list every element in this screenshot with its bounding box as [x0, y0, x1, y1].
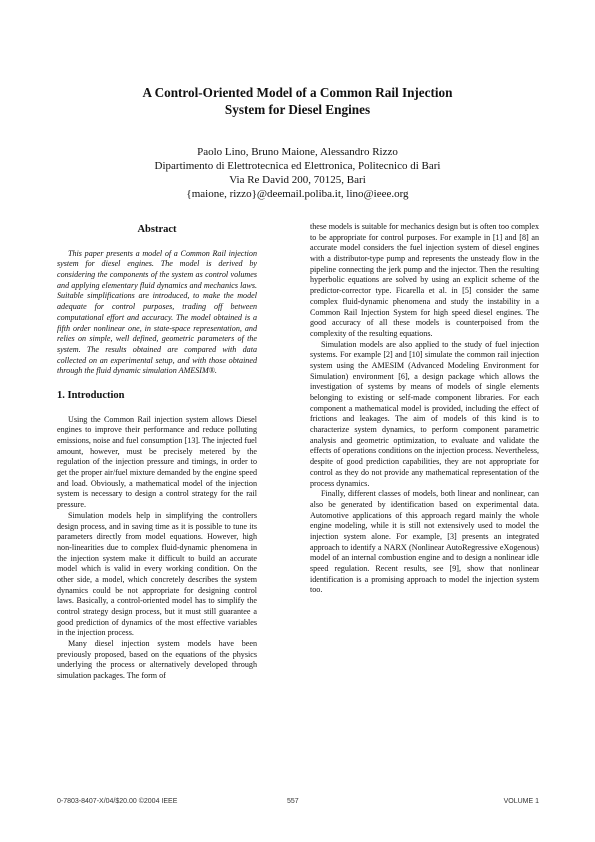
- intro-paragraph-3: Many diesel injection system models have been previously proposed, based on the equations of the physics underlying the process or alternatively developed through simulation packages. The form of: [57, 639, 257, 681]
- paper-title: [0, 84, 595, 118]
- emails: {maione, rizzo}@deemail.poliba.it, lino@ieee.org: [186, 188, 409, 200]
- footer-volume: VOLUME 1: [503, 798, 539, 805]
- right-column: [310, 222, 539, 596]
- address: Via Re David 200, 70125, Bari: [229, 174, 366, 186]
- intro-paragraph-1: Using the Common Rail injection system allows Diesel engines to improve their performance and reduce polluting emissions, noise and fuel consumption [13]. The injected fuel amount, however, must be precisely metered by the regulation of the injection pressure and timings, in order to get the proper air/fuel mixture demanded by the engine speed and load. Obviously, a mathematical model of the injection system is necessary to design a control strategy for the rail pressure.: [57, 414, 257, 510]
- abstract-heading: Abstract: [137, 224, 177, 235]
- section-heading-introduction: 1. Introduction: [57, 389, 125, 401]
- intro-paragraph-5: Finally, different classes of models, both linear and nonlinear, can also be generated by identification based on experimental data. Automotive applications of this approach regard mainly the whole engine modeling, while it is still not extensively used to model the injection system alone. For example, [3] presents an integrated approach to identify a NARX (Nonlinear AutoRegressive eXogenous) model of an internal combustion engine and to design a nonlinear idle speed regulation. Recent results, see [9], show that nonlinear identification is a promising approach to model the injection system too.: [310, 489, 539, 595]
- page-number: 557: [287, 798, 299, 805]
- abstract: [57, 249, 257, 377]
- author-names: Paolo Lino, Bruno Maione, Alessandro Rizzo: [197, 146, 398, 158]
- footer-copyright: 0-7803-8407-X/04/$20.00 ©2004 IEEE: [57, 798, 178, 805]
- author-block: [0, 145, 595, 201]
- title-line-2: System for Diesel Engines: [224, 102, 371, 117]
- left-column: [57, 222, 257, 682]
- intro-paragraph-2: Simulation models help in simplifying the controllers design process, and in saving time as it is possible to tune its parameters directly from model equations. However, high non-linearities due to complex fluid-dynamic phenomena in the injection system make it difficult to build an accurate model which is valid in every working condition. On the other side, a model, which concretely describes the system dynamics could be not appropriate for designing control laws. Basically, a control-oriented model has to simplify the control strategy design process, but it must still guarantee a good prediction of dynamics of the most effective variables in the injection process.: [57, 510, 257, 638]
- intro-paragraph-3-continued: these models is suitable for mechanics design but is often too complex to be appropriate for control purposes. For example in [1] and [8] an accurate model considers the fuel injection system of diesel engines with a distributor-type pump and represents the unsteady flow in the pipeline connecting the jerk pump and the injector. Then the resulting hyperbolic equations are solved by using an explicit scheme of the predictor-corrector type. Ficarella et al. in [5] consider the same complex fluid-dynamic phenomena and study the instability in a Common Rail Injection System for high speed diesel engines. The good accuracy of all these models is counterpoised from the complexity of the resulting equations.: [310, 222, 539, 338]
- affiliation: Dipartimento di Elettrotecnica ed Elettronica, Politecnico di Bari: [154, 160, 441, 172]
- intro-paragraph-4: Simulation models are also applied to the study of fuel injection systems. For example [2] and [10] simulate the common rail injection system using the AMESIM (Advanced Modeling Environment for Simulation) environment [6], a design package which allows the investigation of systems by means of models of single elements belonging to existing or self-made component libraries. For each component a mathematical model is provided, including the effect of frictions and leakages. The aim of models of this kind is to characterize system dynamics, to perform component parametric analysis and geometric optimization, to evaluate and validate the effects of operations conditions on the injection process. Nevertheless, despite of good prediction capabilities, they are not appropriate for control as they do not provide any mathematical representation of the process dynamics.: [310, 339, 539, 488]
- abstract-text: This paper presents a model of a Common Rail injection system for diesel engines. The model is derived by considering the components of the system as control volumes and applying elementary fluid dynamics and mechanics laws. Suitable simplifications are introduced, to make the model adequate for control purposes, trading off between computational effort and accuracy. The model obtained is a fifth order nonlinear one, in state-space representation, and relies on simple, well defined, geometric parameters of the system. The results obtained are compared with data collected on an experimental setup, and with those obtained through the fluid dynamic simulation AMESIM®.: [57, 248, 257, 376]
- title-line-1: A Control-Oriented Model of a Common Rail Injection: [142, 85, 453, 100]
